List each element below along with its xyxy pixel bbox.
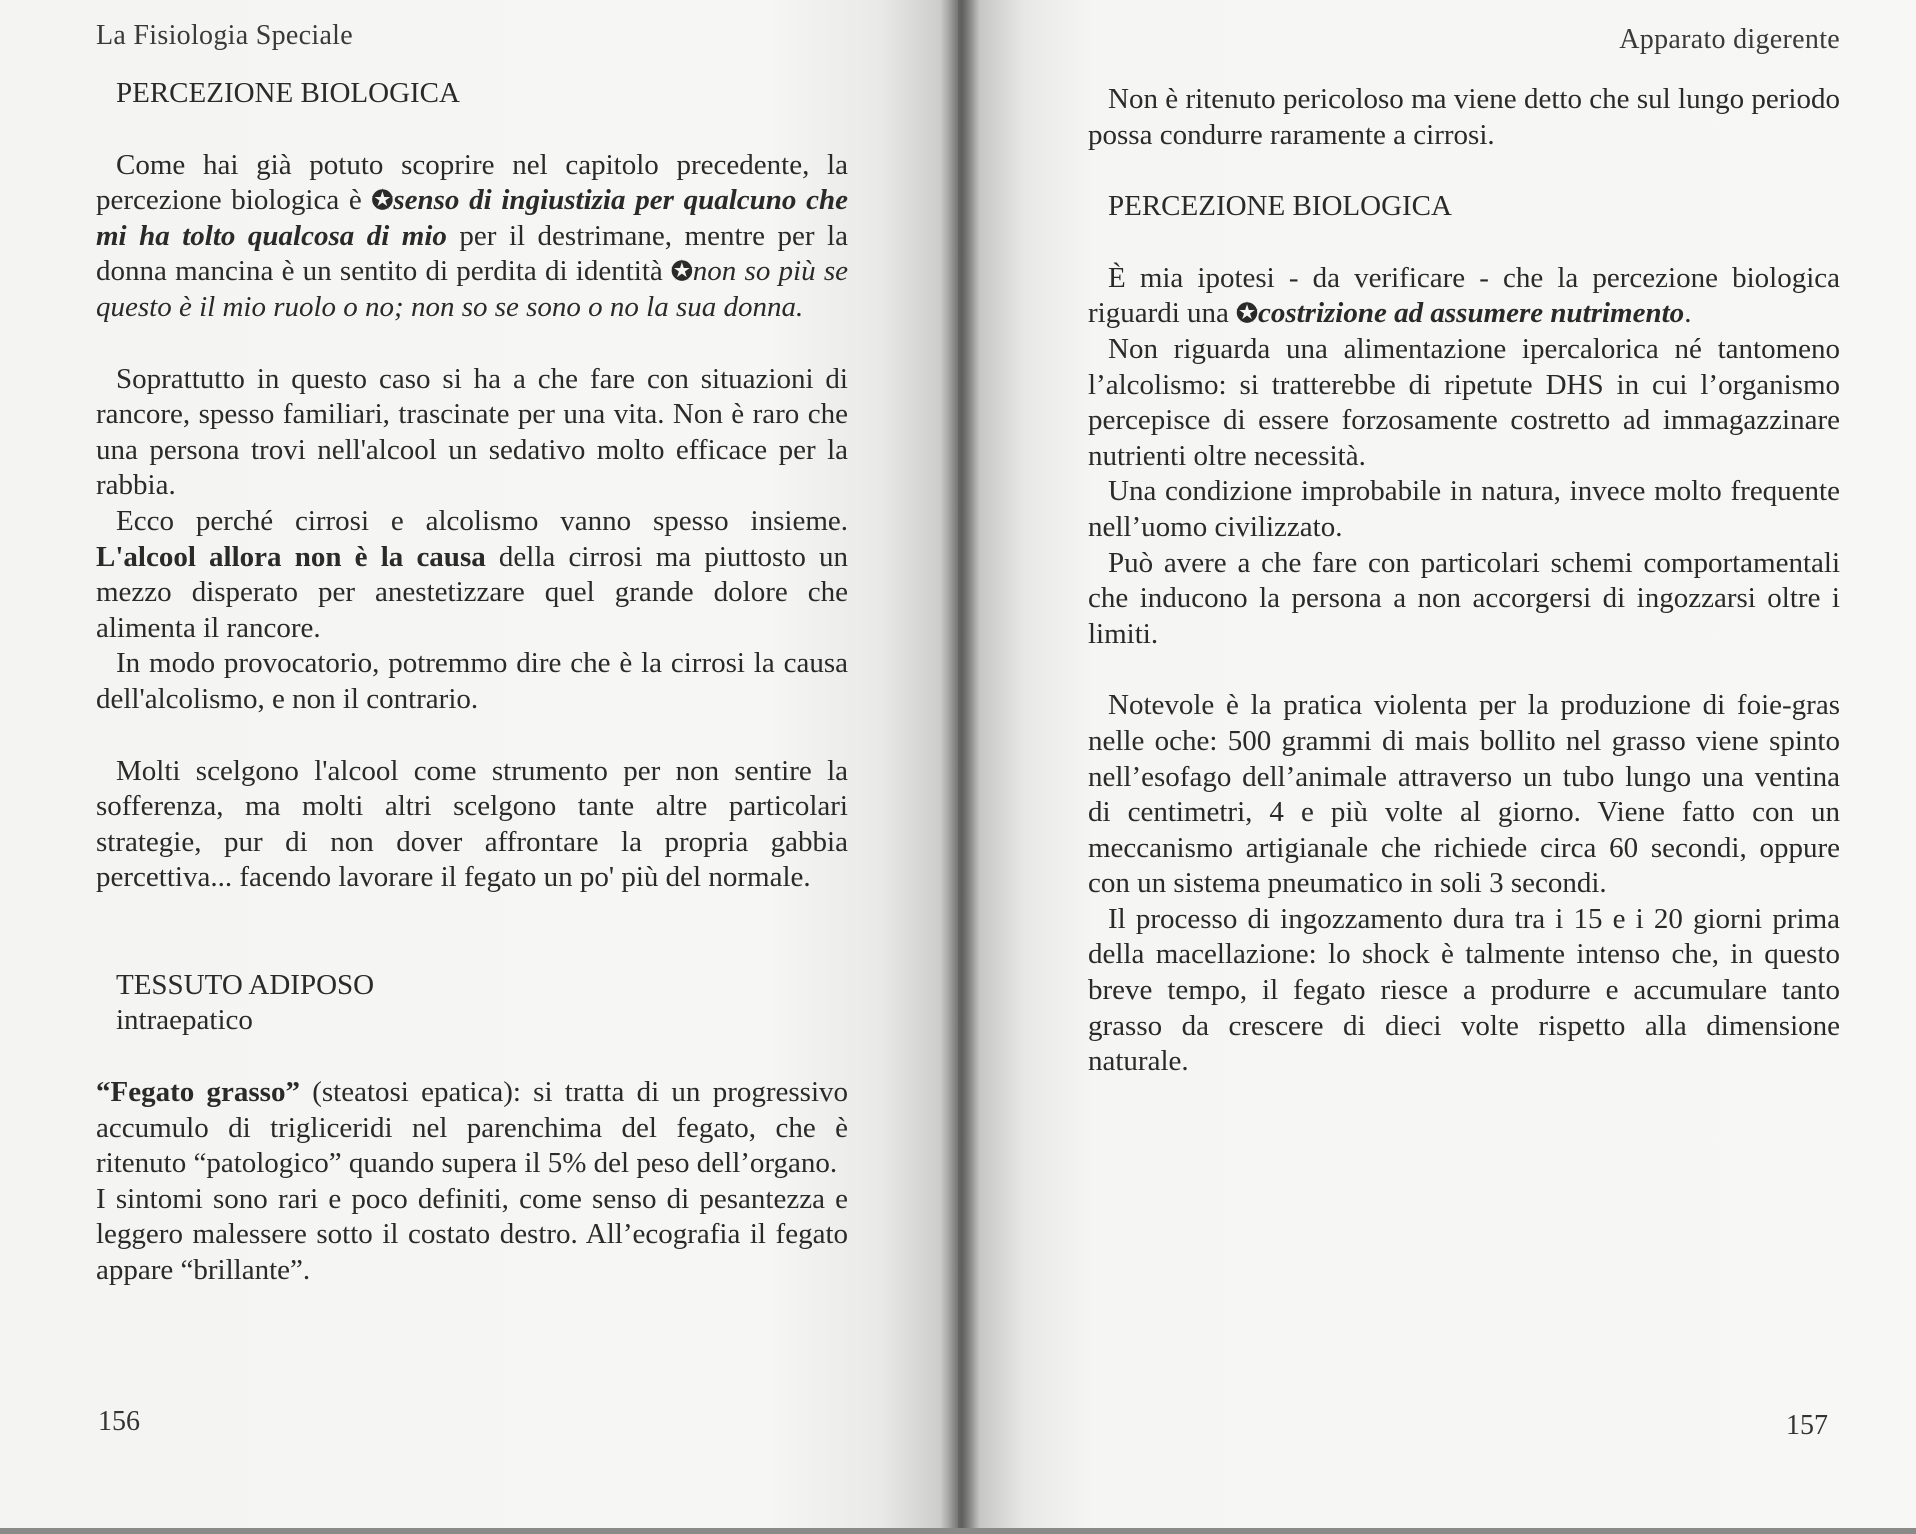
paragraph: In modo provocatorio, potremmo dire che è la cirrosi la causa dell'alcolismo, e non il contrario.	[96, 647, 848, 715]
circled-star-icon: ✪	[671, 257, 693, 287]
page-number-left: 156	[98, 1406, 140, 1437]
page-number-right: 157	[1786, 1410, 1828, 1441]
paragraph: Non è ritenuto pericoloso ma viene detto che sul lungo periodo possa condurre raramente a cirrosi.	[1088, 83, 1840, 151]
paragraph	[96, 1075, 848, 1182]
paragraph: Notevole è la pratica violenta per la produzione di foie-gras nelle oche: 500 grammi di mais bollito nel grasso viene spinto nell’esofago dell’animale attraverso un tubo lungo una ventina di centimetri, 4 e più volte al giorno. Viene fatto con un meccanismo artigianale che richiede circa 60 secondi, oppure con un sistema pneumatico in soli 3 secondi.	[1088, 689, 1840, 900]
paragraph: Non riguarda una alimentazione ipercalorica né tantomeno l’alcolismo: si tratterebbe di ripetute DHS in cui l’organismo percepisce di essere forzosamente costretto ad immagazzinare nutrienti oltre necessità.	[1088, 332, 1840, 472]
running-head-left: La Fisiologia Speciale	[96, 20, 353, 51]
paragraph: Molti scelgono l'alcool come strumento per non sentire la sofferenza, ma molti altri scelgono tante altre particolari strategie, pur di non dover affrontare la propria gabbia percettiva... facendo lavorare il fegato un po' più del normale.	[96, 754, 848, 894]
circled-star-icon: ✪	[1236, 299, 1258, 329]
paragraph: I sintomi sono rari e poco definiti, come senso di pesantezza e leggero malessere sotto il costato destro. All’ecografia il fegato appare “brillante”.	[96, 1182, 848, 1287]
text: È mia ipotesi - da verificare - che la percezione biologica riguardi una	[1088, 261, 1840, 330]
text: Ecco perché cirrosi e alcolismo vanno spesso insieme.	[116, 504, 848, 537]
paragraph	[96, 504, 848, 646]
paragraph: Il processo di ingozzamento dura tra i 15 e i 20 giorni prima della macellazione: lo shock è talmente intenso che, in questo breve tempo, il fegato riesce a produrre e accumulare tanto grasso da crescere di dieci volte rispetto alla dimensione naturale.	[1088, 902, 1840, 1078]
section-subheading: intraepatico	[116, 1004, 253, 1037]
circled-star-icon: ✪	[371, 186, 394, 216]
emphasis-text: senso di ingiustizia per qualcuno che mi ha tolto qualcosa di mio	[96, 184, 848, 252]
section-heading-percezione: PERCEZIONE BIOLOGICA	[116, 77, 460, 109]
left-page-body	[96, 76, 848, 1289]
paragraph: Soprattutto in questo caso si ha a che fare con situazioni di rancore, spesso familiari, trascinate per una vita. Non è raro che una persona trovi nell'alcool un sedativo molto efficace per la rabbia.	[96, 362, 848, 502]
paragraph: Una condizione improbabile in natura, invece molto frequente nell’uomo civilizzato.	[1088, 475, 1840, 543]
paragraph	[1088, 261, 1840, 332]
text: .	[1684, 297, 1692, 330]
text: (steatosi epatica): si tratta di un progressivo accumulo di trigliceridi nel parenchima del fegato, che è ritenuto “patologico” quando supera il 5% del peso dell’organo.	[96, 1076, 849, 1180]
section-heading-percezione-right: PERCEZIONE BIOLOGICA	[1108, 190, 1452, 223]
right-page-body	[1088, 82, 1840, 1080]
running-head-right: Apparato digerente	[1619, 24, 1840, 55]
emphasis-text: costrizione ad assumere nutrimento	[1257, 297, 1685, 330]
page-bottom-edge	[0, 1528, 1916, 1534]
italic-text: non so più se questo è il mio ruolo o no; non so se sono o no la sua donna.	[96, 255, 848, 323]
bold-text: “Fegato grasso”	[96, 1076, 300, 1109]
paragraph	[96, 148, 848, 326]
section-heading-tessuto: TESSUTO ADIPOSO	[116, 968, 375, 1001]
book-gutter-shadow	[940, 0, 980, 1534]
text: Come hai già potuto scoprire nel capitolo precedente, la percezione biologica è	[96, 148, 848, 217]
paragraph: Può avere a che fare con particolari schemi comportamentali che inducono la persona a non accorgersi di ingozzarsi oltre i limiti.	[1088, 546, 1840, 650]
bold-text: L'alcool allora non è la causa	[96, 540, 486, 573]
text: per il destrimane, mentre per la donna mancina è un sentito di perdita di identità	[96, 219, 848, 288]
text: della cirrosi ma piuttosto un mezzo disperato per anestetizzare quel grande dolore che alimenta il rancore.	[96, 540, 849, 644]
